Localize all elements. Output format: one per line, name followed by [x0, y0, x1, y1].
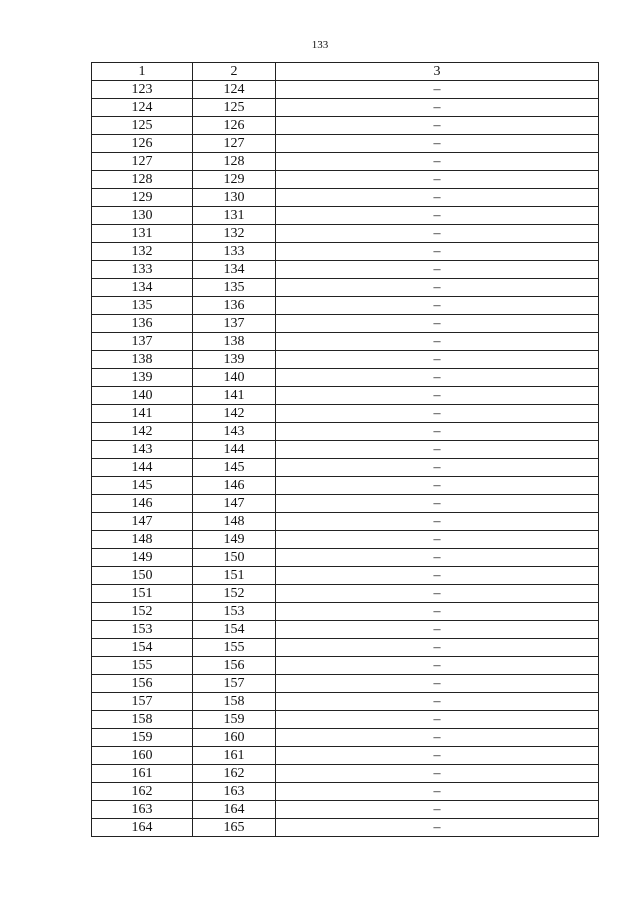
table-cell: 140 — [193, 369, 276, 387]
table-row — [92, 783, 599, 801]
table-cell: 136 — [193, 297, 276, 315]
table-cell: 139 — [92, 369, 193, 387]
table-cell: 144 — [92, 459, 193, 477]
table-cell: – — [276, 477, 599, 495]
table-cell: – — [276, 567, 599, 585]
table-cell: – — [276, 261, 599, 279]
table-cell: 150 — [193, 549, 276, 567]
table-cell: 159 — [92, 729, 193, 747]
table-cell: 143 — [193, 423, 276, 441]
table-cell: 132 — [92, 243, 193, 261]
table-cell: 150 — [92, 567, 193, 585]
table-cell: 135 — [193, 279, 276, 297]
table-row — [92, 243, 599, 261]
data-table — [91, 62, 599, 837]
table-cell: 159 — [193, 711, 276, 729]
table-cell: 123 — [92, 81, 193, 99]
table-row — [92, 477, 599, 495]
table-cell: 141 — [193, 387, 276, 405]
table-cell: – — [276, 153, 599, 171]
table-cell: 133 — [193, 243, 276, 261]
table-cell: 152 — [193, 585, 276, 603]
table-cell: – — [276, 513, 599, 531]
table-row — [92, 819, 599, 837]
table-row — [92, 135, 599, 153]
table-cell: 161 — [92, 765, 193, 783]
table-cell: 138 — [92, 351, 193, 369]
table-row — [92, 495, 599, 513]
table-cell: 155 — [193, 639, 276, 657]
table-cell: – — [276, 351, 599, 369]
table-row — [92, 279, 599, 297]
table-row — [92, 693, 599, 711]
table-cell: – — [276, 135, 599, 153]
table-row — [92, 297, 599, 315]
table-row — [92, 369, 599, 387]
table-row — [92, 513, 599, 531]
table-cell: 161 — [193, 747, 276, 765]
table-cell: – — [276, 621, 599, 639]
table-row — [92, 729, 599, 747]
page-number: 133 — [311, 39, 329, 51]
table-row — [92, 81, 599, 99]
table-cell: 145 — [193, 459, 276, 477]
table-row — [92, 351, 599, 369]
table-cell: – — [276, 711, 599, 729]
table-cell: – — [276, 99, 599, 117]
table-cell: – — [276, 747, 599, 765]
table-cell: – — [276, 117, 599, 135]
table-cell: – — [276, 315, 599, 333]
table-row — [92, 333, 599, 351]
table-cell: – — [276, 333, 599, 351]
table-cell: – — [276, 783, 599, 801]
table-cell: – — [276, 189, 599, 207]
table-row — [92, 189, 599, 207]
table-cell: 160 — [92, 747, 193, 765]
table-cell: 154 — [92, 639, 193, 657]
table-row — [92, 585, 599, 603]
table-cell: – — [276, 675, 599, 693]
table-row — [92, 675, 599, 693]
table-cell: 134 — [92, 279, 193, 297]
table-cell: – — [276, 369, 599, 387]
table-cell: – — [276, 729, 599, 747]
table-cell: 142 — [193, 405, 276, 423]
table-cell: 126 — [193, 117, 276, 135]
table-cell: 133 — [92, 261, 193, 279]
table-row — [92, 441, 599, 459]
table-cell: 146 — [193, 477, 276, 495]
table-cell: – — [276, 549, 599, 567]
table-cell: 149 — [193, 531, 276, 549]
table-cell: 127 — [193, 135, 276, 153]
table-cell: 154 — [193, 621, 276, 639]
table-cell: 137 — [92, 333, 193, 351]
table-cell: – — [276, 531, 599, 549]
table-row — [92, 567, 599, 585]
table-cell: 138 — [193, 333, 276, 351]
table-cell: 152 — [92, 603, 193, 621]
table-cell: 144 — [193, 441, 276, 459]
column-header: 2 — [193, 63, 276, 81]
table-cell: – — [276, 441, 599, 459]
table-cell: 156 — [193, 657, 276, 675]
table-cell: 131 — [193, 207, 276, 225]
table-cell: 164 — [92, 819, 193, 837]
table-cell: 160 — [193, 729, 276, 747]
table-row — [92, 801, 599, 819]
table-cell: 163 — [92, 801, 193, 819]
table-cell: 135 — [92, 297, 193, 315]
table-row — [92, 621, 599, 639]
table-row — [92, 261, 599, 279]
table-row — [92, 657, 599, 675]
table-cell: 147 — [193, 495, 276, 513]
column-header: 1 — [92, 63, 193, 81]
table-cell: 157 — [193, 675, 276, 693]
table-cell: – — [276, 495, 599, 513]
table-row — [92, 171, 599, 189]
table-cell: 149 — [92, 549, 193, 567]
table-cell: 126 — [92, 135, 193, 153]
table-body — [92, 81, 599, 837]
table-cell: 164 — [193, 801, 276, 819]
table-cell: 153 — [92, 621, 193, 639]
table-cell: – — [276, 225, 599, 243]
table-cell: – — [276, 171, 599, 189]
table-cell: – — [276, 765, 599, 783]
table-cell: 124 — [193, 81, 276, 99]
table-cell: 156 — [92, 675, 193, 693]
table-row — [92, 423, 599, 441]
table-cell: 130 — [92, 207, 193, 225]
table-cell: 127 — [92, 153, 193, 171]
table-row — [92, 117, 599, 135]
table-cell: – — [276, 243, 599, 261]
table-row — [92, 711, 599, 729]
table-cell: 143 — [92, 441, 193, 459]
table-cell: – — [276, 819, 599, 837]
table-row — [92, 747, 599, 765]
table-row — [92, 405, 599, 423]
table-cell: – — [276, 585, 599, 603]
table-cell: – — [276, 801, 599, 819]
table-cell: 157 — [92, 693, 193, 711]
table-cell: – — [276, 387, 599, 405]
table-cell: – — [276, 405, 599, 423]
table-cell: 125 — [92, 117, 193, 135]
table-cell: 146 — [92, 495, 193, 513]
table-row — [92, 207, 599, 225]
table-row — [92, 639, 599, 657]
table-cell: 151 — [193, 567, 276, 585]
table-row — [92, 603, 599, 621]
table-cell: 148 — [193, 513, 276, 531]
table-cell: 137 — [193, 315, 276, 333]
table-cell: – — [276, 603, 599, 621]
table-cell: 148 — [92, 531, 193, 549]
table-cell: 155 — [92, 657, 193, 675]
table-cell: – — [276, 657, 599, 675]
table-row — [92, 549, 599, 567]
table-cell: 162 — [92, 783, 193, 801]
table-cell: 130 — [193, 189, 276, 207]
table-cell: 162 — [193, 765, 276, 783]
table-row — [92, 459, 599, 477]
table-cell: 124 — [92, 99, 193, 117]
table-row — [92, 765, 599, 783]
table-cell: 131 — [92, 225, 193, 243]
table-cell: – — [276, 207, 599, 225]
table-cell: – — [276, 693, 599, 711]
table-cell: 139 — [193, 351, 276, 369]
table-cell: 151 — [92, 585, 193, 603]
table-cell: 134 — [193, 261, 276, 279]
table-cell: 129 — [193, 171, 276, 189]
table-cell: 165 — [193, 819, 276, 837]
table-cell: 163 — [193, 783, 276, 801]
table-cell: 125 — [193, 99, 276, 117]
column-header: 3 — [276, 63, 599, 81]
table-cell: 129 — [92, 189, 193, 207]
table-cell: 128 — [193, 153, 276, 171]
table-cell: 158 — [92, 711, 193, 729]
table-cell: – — [276, 81, 599, 99]
table-row — [92, 153, 599, 171]
table-cell: – — [276, 423, 599, 441]
table-header-row — [92, 63, 599, 81]
table-cell: 153 — [193, 603, 276, 621]
table-cell: 158 — [193, 693, 276, 711]
table-cell: 136 — [92, 315, 193, 333]
table-cell: – — [276, 297, 599, 315]
table-row — [92, 387, 599, 405]
table-cell: – — [276, 459, 599, 477]
table-cell: 147 — [92, 513, 193, 531]
table-row — [92, 315, 599, 333]
table-cell: 145 — [92, 477, 193, 495]
table-cell: 141 — [92, 405, 193, 423]
table-row — [92, 531, 599, 549]
table-row — [92, 99, 599, 117]
table-cell: – — [276, 639, 599, 657]
table-cell: – — [276, 279, 599, 297]
table-row — [92, 225, 599, 243]
table-cell: 140 — [92, 387, 193, 405]
table-cell: 142 — [92, 423, 193, 441]
table-cell: 128 — [92, 171, 193, 189]
table-cell: 132 — [193, 225, 276, 243]
